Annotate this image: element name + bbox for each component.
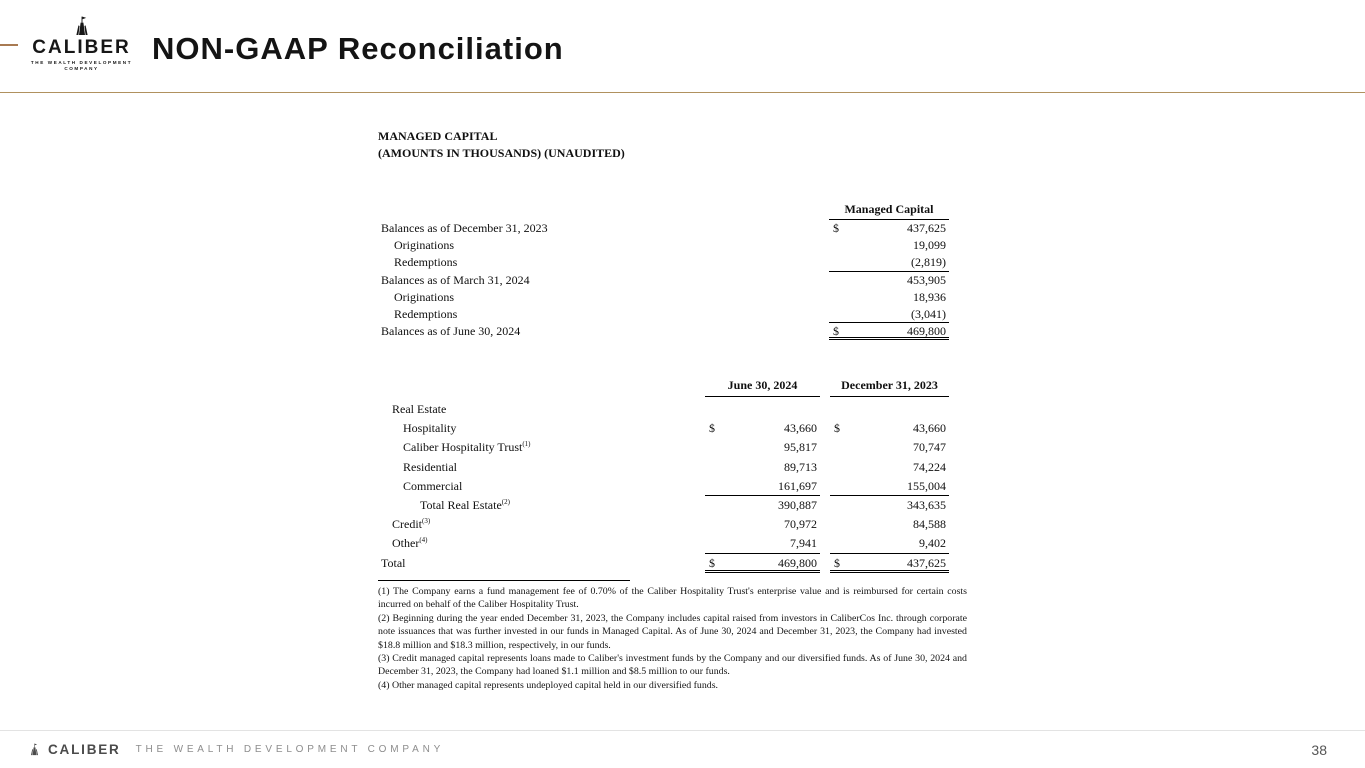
- breakdown-row: [378, 400, 949, 419]
- breakdown-row-label: Other$^{(4)}$: [392, 536, 428, 551]
- breakdown-row: [378, 515, 949, 534]
- value-text: 469,800: [907, 324, 946, 339]
- breakdown-row-value: [830, 554, 949, 573]
- rollforward-row-value: [829, 220, 949, 237]
- breakdown-row-value: [705, 419, 820, 438]
- breakdown-column-header-june: June 30, 2024: [705, 378, 820, 397]
- value-text: 43,660: [913, 421, 946, 436]
- value-text: 7,941: [790, 536, 817, 551]
- breakdown-header-spacer: [378, 378, 705, 397]
- rollforward-row: [378, 306, 949, 323]
- section-heading-line2: (AMOUNTS IN THOUSANDS) (UNAUDITED): [378, 146, 625, 160]
- rollforward-row-label: Originations: [394, 238, 454, 253]
- breakdown-row-value: [705, 477, 820, 496]
- rollforward-row-label: Balances as of June 30, 2024: [381, 324, 521, 339]
- value-text: (3,041): [911, 306, 946, 321]
- footnote: (2) Beginning during the year ended December 31, 2023, the Company includes capital raised from investors in CaliberCos Inc. through corporate note issuances that was further invested in our funds in Managed Capital. As of June 30, 2024 and December 31, 2023, the Company had invested $18.8 million and $18.3 million, respectively, in our funds.: [378, 612, 967, 651]
- value-text: 453,905: [907, 272, 946, 287]
- caliber-footer-icon: [27, 742, 42, 757]
- breakdown-row-label: Credit$^{(3)}$: [392, 517, 431, 532]
- breakdown-row-value: [830, 458, 949, 477]
- footnote-divider: [378, 580, 630, 581]
- breakdown-header-row: [378, 378, 949, 397]
- value-text: 437,625: [907, 555, 946, 570]
- rollforward-row: [378, 220, 949, 237]
- breakdown-row: [378, 438, 949, 457]
- footnotes-block: [378, 585, 967, 692]
- rollforward-row: [378, 272, 949, 289]
- page-number: 38: [1311, 742, 1327, 758]
- value-text: 390,887: [778, 497, 817, 512]
- breakdown-row: [378, 419, 949, 438]
- breakdown-column-header-december: December 31, 2023: [830, 378, 949, 397]
- breakdown-row-value: [705, 534, 820, 553]
- dollar-sign: $: [709, 421, 715, 436]
- breakdown-row-value: [830, 477, 949, 496]
- breakdown-row-value: [830, 438, 949, 457]
- breakdown-row: [378, 534, 949, 553]
- value-text: 18,936: [913, 289, 946, 304]
- section-heading-line1: MANAGED CAPITAL: [378, 129, 498, 143]
- value-text: 469,800: [778, 555, 817, 570]
- breakdown-row-value: [705, 515, 820, 534]
- footer-divider: [0, 730, 1365, 731]
- rollforward-row-label: Originations: [394, 289, 454, 304]
- footnote-ref: (2): [501, 497, 510, 506]
- breakdown-row-label: Hospitality: [403, 421, 457, 436]
- breakdown-row: [378, 458, 949, 477]
- value-text: 161,697: [778, 478, 817, 493]
- breakdown-table-body: [378, 400, 949, 573]
- caliber-building-icon: [25, 14, 138, 38]
- breakdown-row-value: [830, 419, 949, 438]
- breakdown-row-value: [705, 400, 820, 419]
- rollforward-header-row: [378, 202, 949, 220]
- breakdown-row-label: Total Real Estate$^{(2)}$: [420, 497, 510, 512]
- breakdown-row-value: [705, 554, 820, 573]
- breakdown-row: [378, 496, 949, 515]
- dollar-sign: $: [833, 221, 839, 235]
- value-text: 70,972: [784, 517, 817, 532]
- breakdown-row-value: [705, 496, 820, 515]
- rollforward-header-spacer: [378, 202, 829, 220]
- rollforward-row-value: [829, 323, 949, 340]
- breakdown-row: [378, 554, 949, 573]
- rollforward-row: [378, 254, 949, 271]
- logo-tagline-line1: THE WEALTH DEVELOPMENT: [30, 60, 133, 65]
- header-accent-dash: [0, 44, 18, 46]
- breakdown-row-label: Total: [381, 555, 406, 570]
- rollforward-row: [378, 289, 949, 306]
- caliber-logo: [25, 14, 138, 72]
- value-text: 437,625: [907, 221, 946, 235]
- rollforward-row: [378, 323, 949, 340]
- rollforward-row: [378, 237, 949, 254]
- rollforward-row-value: [829, 254, 949, 271]
- breakdown-row-value: [830, 400, 949, 419]
- value-text: 343,635: [907, 497, 946, 512]
- value-text: 74,224: [913, 459, 946, 474]
- rollforward-row-value: [829, 289, 949, 306]
- value-text: 89,713: [784, 459, 817, 474]
- breakdown-row-value: [705, 458, 820, 477]
- logo-tagline-line2: COMPANY: [64, 66, 99, 71]
- dollar-sign: $: [709, 555, 715, 570]
- managed-capital-breakdown-table: [378, 378, 949, 573]
- value-text: 9,402: [919, 536, 946, 551]
- value-text: 95,817: [784, 440, 817, 455]
- value-text: 84,588: [913, 517, 946, 532]
- rollforward-table-body: [378, 220, 949, 340]
- value-text: 70,747: [913, 440, 946, 455]
- rollforward-row-label: Redemptions: [394, 255, 458, 270]
- footnote: (4) Other managed capital represents undeployed capital held in our diversified funds.: [378, 679, 719, 691]
- breakdown-row-label: Commercial: [403, 478, 463, 493]
- dollar-sign: $: [833, 324, 839, 339]
- footnote-ref: (1): [522, 440, 531, 449]
- breakdown-row-value: [705, 438, 820, 457]
- value-text: 43,660: [784, 421, 817, 436]
- breakdown-row-label: Caliber Hospitality Trust$^{(1)}$: [403, 440, 531, 455]
- logo-name: CALIBER: [32, 37, 131, 58]
- value-text: (2,819): [911, 255, 946, 270]
- breakdown-row-label: Real Estate: [392, 402, 447, 416]
- breakdown-row-value: [830, 515, 949, 534]
- logo-tagline: [25, 60, 138, 72]
- dollar-sign: $: [834, 555, 840, 570]
- rollforward-row-label: Balances as of March 31, 2024: [381, 272, 530, 287]
- breakdown-row-label: Residential: [403, 459, 457, 474]
- breakdown-row: [378, 477, 949, 496]
- header-gold-rule: [0, 92, 1365, 93]
- slide-footer: [27, 740, 444, 758]
- value-text: 155,004: [907, 478, 946, 493]
- dollar-sign: $: [834, 421, 840, 436]
- footnote-ref: (4): [419, 536, 428, 545]
- breakdown-row-value: [830, 534, 949, 553]
- breakdown-row-value: [830, 496, 949, 515]
- section-heading: [378, 128, 625, 162]
- rollforward-row-label: Redemptions: [394, 306, 458, 321]
- footnote: (1) The Company earns a fund management fee of 0.70% of the Caliber Hospitality Trust's enterprise value and is reimbursed for certain costs incurred on behalf of the Caliber Hospitality Trust.: [378, 586, 967, 611]
- managed-capital-rollforward-table: [378, 202, 949, 340]
- breakdown-header-gap: [820, 378, 830, 397]
- footnote-ref: (3): [422, 517, 431, 526]
- rollforward-column-header: Managed Capital: [829, 202, 949, 220]
- rollforward-row-value: [829, 237, 949, 254]
- footnote: (3) Credit managed capital represents loans made to Caliber's investment funds by the Company and our diversified funds. As of June 30, 2024 and December 31, 2023, the Company had loaned $1.1 million and $8.5 million to our funds.: [378, 653, 967, 678]
- page-title: NON-GAAP Reconciliation: [152, 31, 564, 66]
- footer-tagline: THE WEALTH DEVELOPMENT COMPANY: [135, 743, 445, 755]
- rollforward-row-value: [829, 272, 949, 289]
- footer-logo-name: CALIBER: [48, 741, 121, 757]
- rollforward-row-label: Balances as of December 31, 2023: [381, 221, 548, 235]
- value-text: 19,099: [913, 238, 946, 253]
- rollforward-row-value: [829, 306, 949, 323]
